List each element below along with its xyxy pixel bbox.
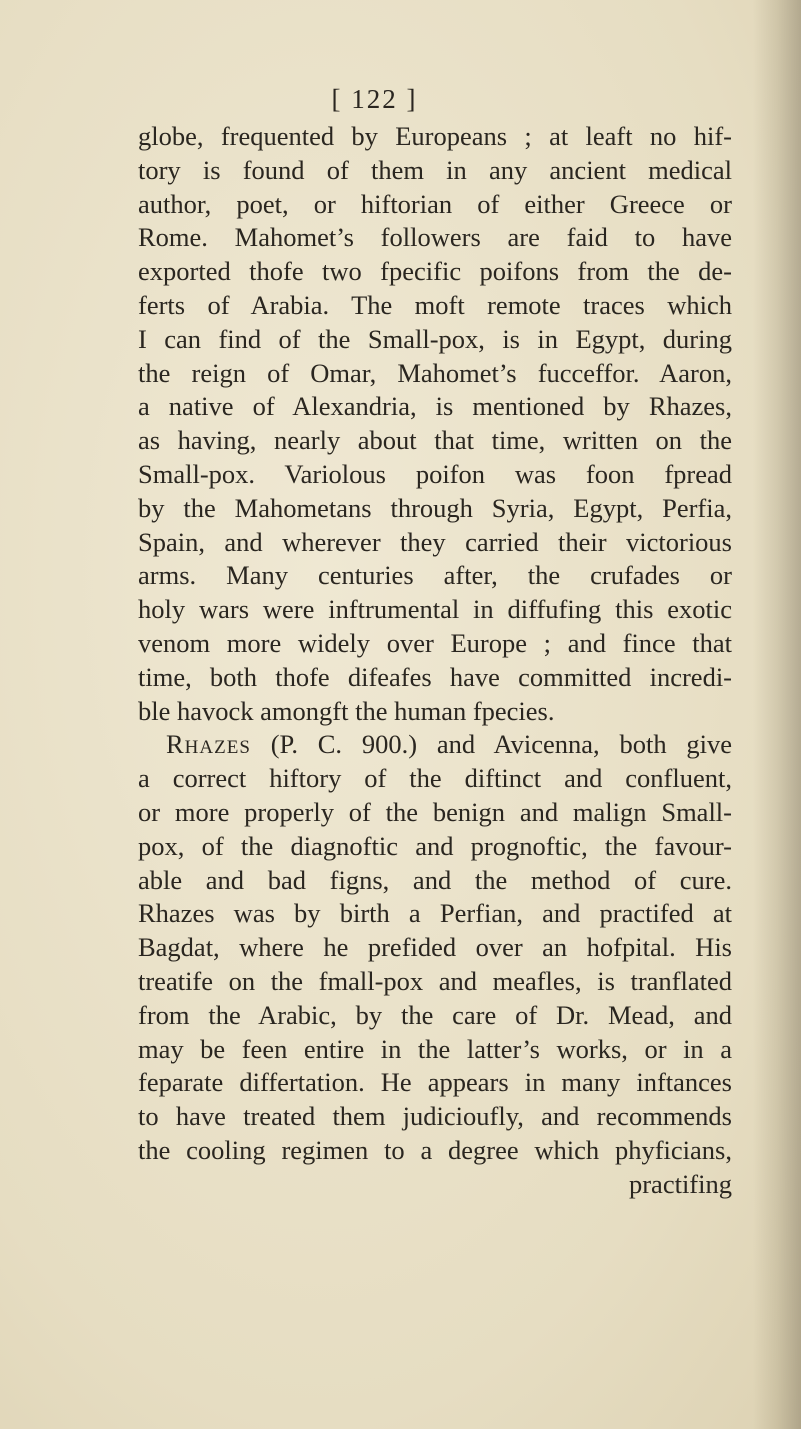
text-line: or more properly of the benign and malign Small- (138, 796, 732, 827)
text-line: a native of Alexandria, is mentioned by Rhazes, (138, 391, 732, 422)
page-number: [ 122 ] (331, 84, 418, 114)
text-line: I can find of the Small-pox, is in Egypt, during (138, 323, 732, 354)
text-line: time, both thofe difeafes have committed incredi- (138, 661, 732, 692)
text-line: venom more widely over Europe ; and fince that (138, 627, 732, 658)
text-line: a correct hiftory of the diftinct and confluent, (138, 763, 732, 794)
paragraph-start-line (138, 728, 732, 762)
text-line: tory is found of them in any ancient medical (138, 154, 732, 185)
text-line: from the Arabic, by the care of Dr. Mead, and (138, 999, 732, 1030)
text-line: ble havock amongft the human fpecies. (138, 695, 555, 726)
text-line: ferts of Arabia. The moft remote traces which (138, 289, 732, 320)
text-line: Rhazes was by birth a Perfian, and practifed at (138, 898, 732, 929)
body-text (138, 120, 732, 1202)
text-line: may be feen entire in the latter’s works, or in a (138, 1033, 732, 1064)
text-line: able and bad figns, and the method of cure. (138, 864, 732, 895)
text-line: pox, of the diagnoftic and prognoftic, the favour- (138, 830, 732, 861)
text-line: globe, frequented by Europeans ; at leaft no hif- (138, 121, 732, 151)
text-line: by the Mahometans through Syria, Egypt, Perfia, (138, 492, 732, 523)
name-rhazes: Rhazes (166, 729, 251, 760)
text-fragment: (P. C. 900.) and Avicenna, both give (250, 729, 732, 760)
text-line: as having, nearly about that time, written on the (138, 425, 732, 456)
text-line: to have treated them judicioufly, and recommends (138, 1101, 732, 1132)
text-line: Rome. Mahomet’s followers are faid to have (138, 222, 732, 253)
text-line: author, poet, or hiftorian of either Greece or (138, 188, 732, 219)
text-line: arms. Many centuries after, the crufades or (138, 560, 732, 591)
text-line: exported thofe two fpecific poifons from the de- (138, 256, 732, 287)
text-line: holy wars were inftrumental in diffufing this exotic (138, 594, 732, 625)
text-line: feparate differtation. He appears in many inftances (138, 1067, 732, 1098)
text-line: treatife on the fmall-pox and meafles, is tranflated (138, 965, 732, 996)
text-line: Spain, and wherever they carried their victorious (138, 526, 732, 557)
text-line: the cooling regimen to a degree which phyficians, (138, 1134, 732, 1165)
text-line: Bagdat, where he prefided over an hofpital. His (138, 932, 732, 963)
text-line: the reign of Omar, Mahomet’s fucceffor. Aaron, (138, 357, 732, 388)
text-line: Small-pox. Variolous poifon was foon fpread (138, 458, 732, 489)
catchword: practifing (628, 1168, 732, 1199)
